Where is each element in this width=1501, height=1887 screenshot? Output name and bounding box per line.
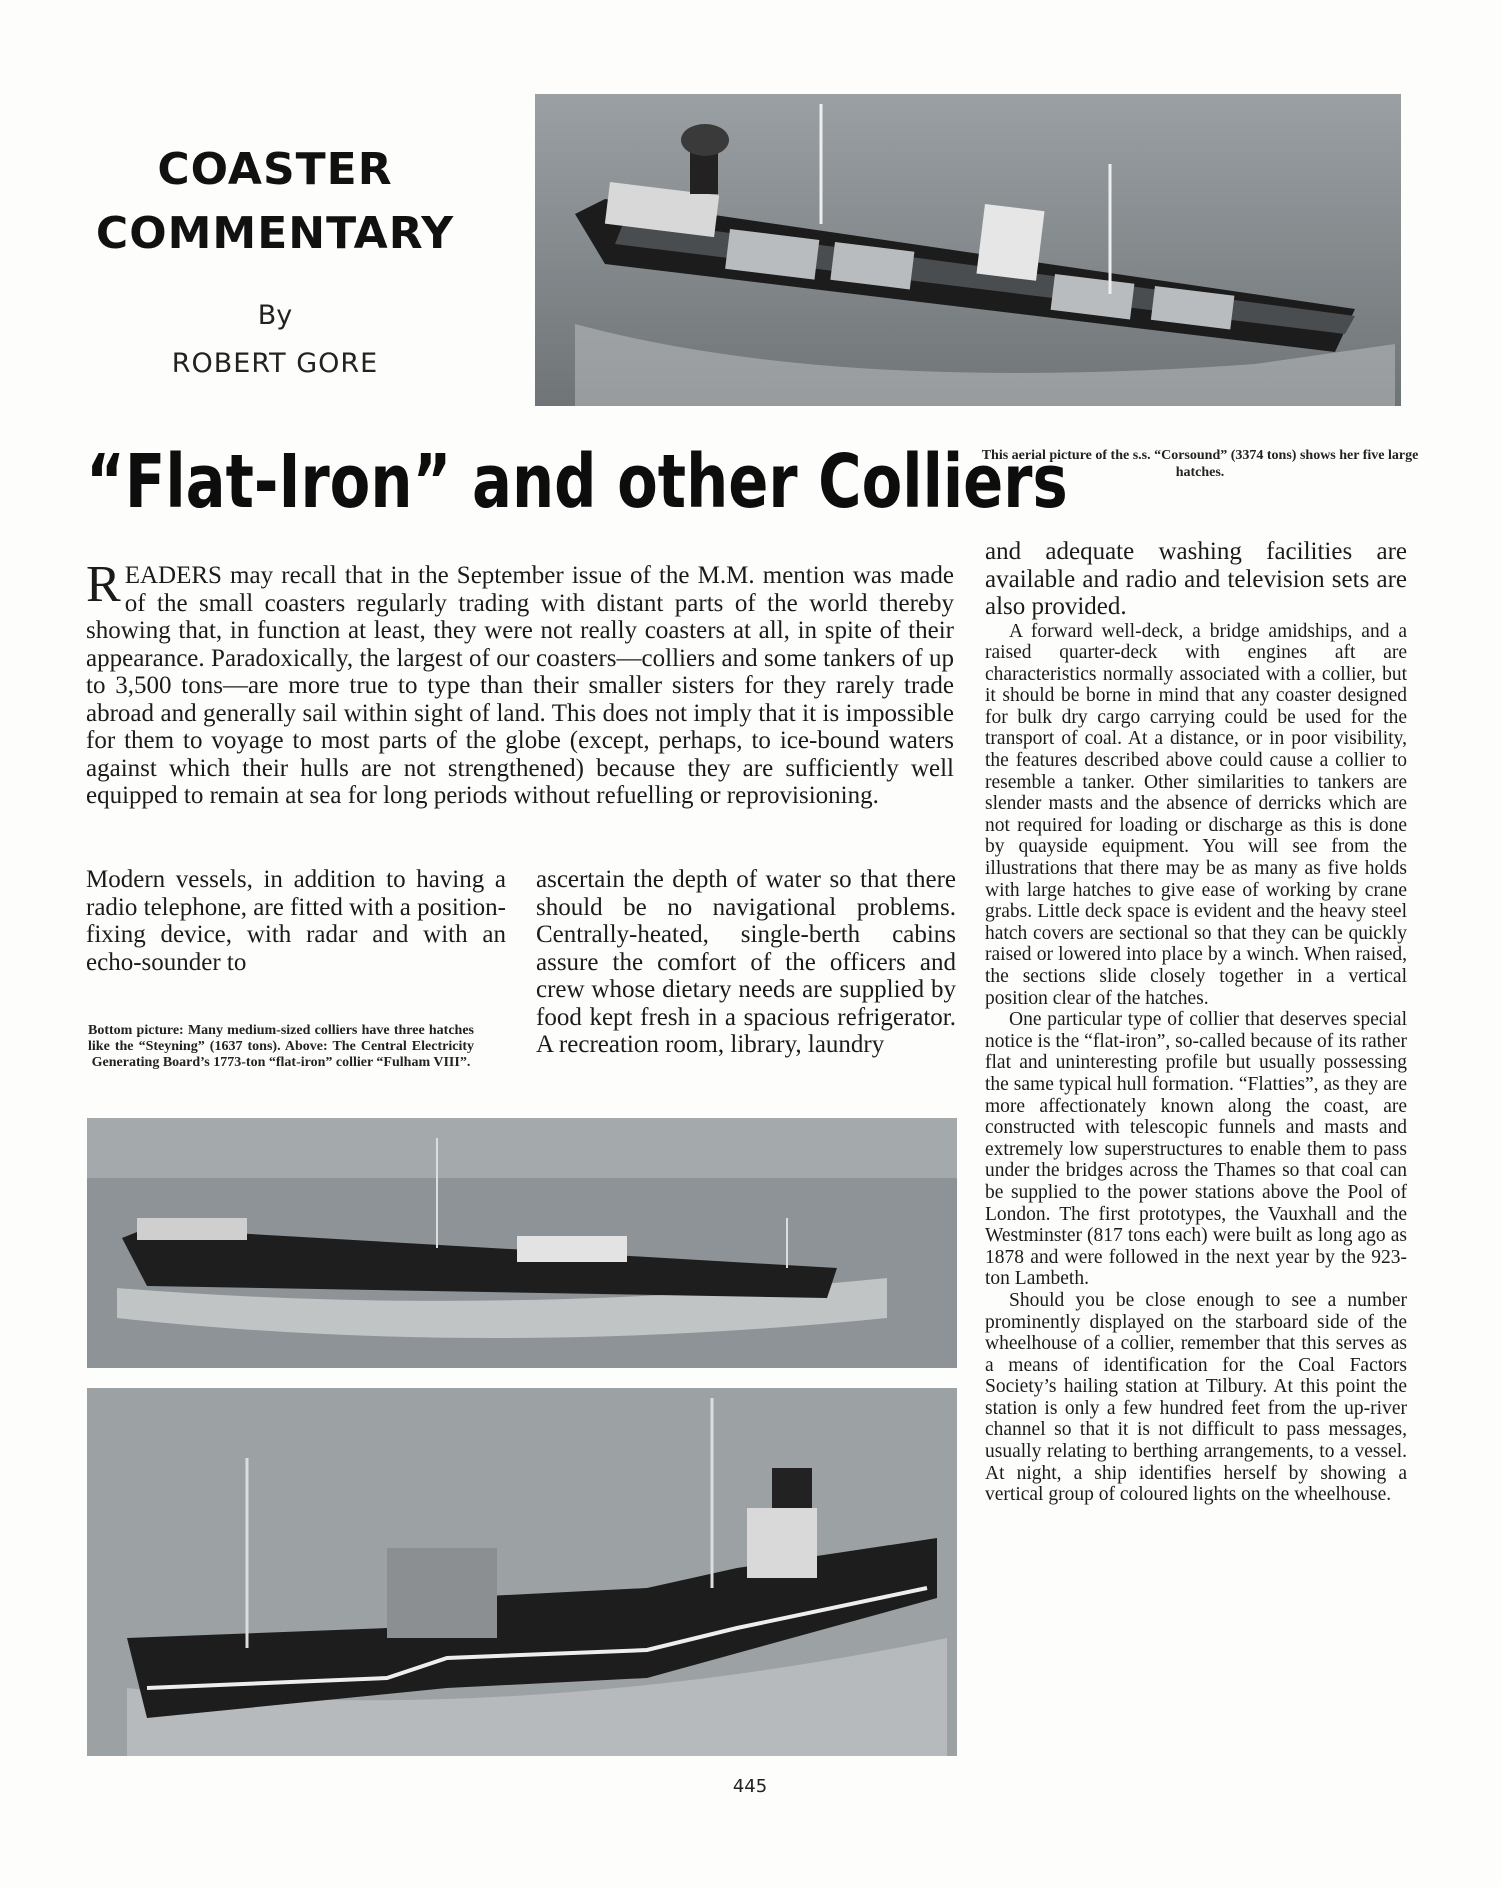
intro-paragraph [86,556,954,810]
drop-cap: R [86,556,121,613]
right-column-paragraph: A forward well-deck, a bridge amidships, and a raised quarter-deck with engines aft are characteristics normally associated with a collier, but it should be borne in mind that any coaster designed for bulk dry cargo carrying could be used for the transport of coal. At a distance, or in poor visibility, the features described above could cause a collier to resemble a tanker. Other similarities to tankers are slender masts and the absence of derricks which are not required for loading or discharge as this is done by quayside equipment. You will see from the illustrations that there may be as many as five holds with large hatches to give ease of working by crane grabs. Little deck space is evident and the heavy steel hatch covers are sectional so that they can be quickly raised or lowered into place by a winch. When raised, the sections slide closely together in a vertical position clear of the hatches. [985,620,1407,1009]
caption-top-photo: This aerial picture of the s.s. “Corsound” (3374 tons) shows her five large hatches. [981,448,1419,480]
photo-fulham [87,1118,957,1368]
caption-lower-photos: Bottom picture: Many medium-sized colliers have three hatches like the “Steyning” (1637 tons). Above: The Central Electricity Generating Board’s 1773-ton “flat-iron” collier “Fulham VIII”. [88,1023,474,1070]
right-column-lead: and adequate washing facilities are available and radio and television sets are also provided. [985,538,1407,620]
series-title-line2: COMMENTARY [95,208,455,259]
right-column-paragraph: One particular type of collier that deserves special notice is the “flat-iron”, so-called because of its rather flat and uninteresting profile but usually possessing the same typical hull formation. “Flatties”, as they are more affectionately known along the coast, are constructed with telescopic funnels and masts and extremely low superstructures to enable them to pass under the bridges across the Thames so that coal can be supplied to the power stations above the Pool of London. The first prototypes, the Vauxhall and the Westminster (817 tons each) were built as long ago as 1878 and were followed in the next year by the 923-ton Lambeth. [985,1009,1407,1290]
series-title [60,138,490,266]
author-name: ROBERT GORE [171,348,379,379]
paragraph-col1: Modern vessels, in addition to having a radio telephone, are fitted with a position-fixing device, with radar and with an echo-sounder to [86,866,507,976]
photo-corsound [535,94,1401,406]
byline-by: By [257,300,293,331]
photo-steyning [87,1388,957,1756]
headline: “Flat-Iron” and other Colliers [86,439,1068,525]
page-number: 445 [732,1776,768,1797]
series-title-line1: COASTER [157,144,393,195]
paragraph-col2: ascertain the depth of water so that there should be no navigational problems. Centrally-heated, single-berth cabins assure the comfort of the officers and crew whose dietary needs are supplied by food kept fresh in a spacious refrigerator. A recreation room, library, laundry [536,866,956,1058]
intro-text: EADERS may recall that in the September issue of the M.M. mention was made of the small coasters regularly trading with distant parts of the world thereby showing that, in function at least, they were not really coasters at all, in spite of their appearance. Paradoxically, the largest of our coasters—colliers and some tankers of up to 3,500 tons—are more true to type than their smaller sisters for they rarely trade abroad and generally sail within sight of land. This does not imply that it is impossible for them to voyage to most parts of the globe (except, perhaps, to ice-bound waters against which their hulls are not strengthened) because they are sufficiently well equipped to remain at sea for long periods without refuelling or reprovisioning. [86,562,954,809]
right-column [985,538,1407,1506]
right-column-paragraph: Should you be close enough to see a number prominently displayed on the starboard side of the wheelhouse of a collier, remember that this serves as a means of identification for the Coal Factors Society’s hailing station at Tilbury. At this point the station is only a few hundred feet from the up-river channel so that it is not difficult to pass messages, usually relating to berthing arrangements, to a vessel. At night, a ship identifies herself by showing a vertical group of coloured lights on the wheelhouse. [985,1289,1407,1506]
